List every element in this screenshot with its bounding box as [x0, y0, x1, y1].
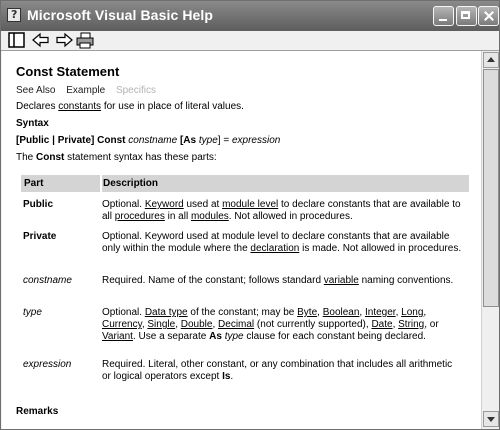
decimal-link[interactable]: Decimal: [218, 319, 255, 330]
column-header-description: Description: [103, 178, 159, 189]
desc-text: Optional. Keyword used at module level to declare constants that are available only within the module where the: [102, 231, 450, 254]
desc-text: ,: [212, 319, 219, 330]
desc-text: to declare constants that are available to all: [102, 199, 461, 222]
example-link[interactable]: Example: [66, 85, 106, 96]
desc-text: ,: [175, 319, 181, 330]
part-desc-constname: [102, 275, 462, 287]
remarks-heading: Remarks: [16, 406, 59, 417]
specifics-link: Specifics: [115, 85, 156, 96]
syntax-expression: expression: [231, 135, 281, 146]
intro-text-end: for use in place of literal values.: [101, 101, 244, 112]
toolbar: [1, 31, 499, 51]
desc-text: ,: [317, 307, 323, 318]
desc-text: naming conventions.: [358, 275, 454, 286]
desc-text: used at: [183, 199, 223, 210]
declaration-link[interactable]: declaration: [250, 243, 300, 254]
syntax-keywords: [Public | Private] Const: [16, 135, 129, 146]
desc-text: Optional.: [102, 199, 145, 210]
keyword-link[interactable]: Keyword: [144, 199, 184, 210]
type-term: type: [224, 331, 244, 342]
syntax-constname: constname: [128, 135, 178, 146]
part-name-constname: constname: [23, 275, 72, 286]
desc-text: Required. Name of the constant; follows standard: [102, 275, 324, 286]
date-link[interactable]: Date: [371, 319, 393, 330]
part-desc-expression: [102, 359, 462, 383]
syntax-equals: ] =: [217, 135, 232, 146]
help-app-icon: [7, 8, 21, 22]
maximize-button[interactable]: [456, 6, 477, 26]
desc-text: clause for each constant being declared.: [243, 331, 426, 342]
part-desc-private: [102, 231, 462, 255]
desc-text: in all: [164, 211, 191, 222]
column-divider: [100, 175, 102, 192]
parts-intro-const: Const: [36, 152, 65, 163]
part-name-private: Private: [23, 231, 57, 242]
desc-text: ,: [395, 307, 402, 318]
desc-text: ,: [423, 307, 427, 318]
desc-text: is made. Not allowed in procedures.: [299, 243, 462, 254]
desc-text: ,: [359, 307, 365, 318]
desc-text: (not currently supported),: [254, 319, 372, 330]
byte-link[interactable]: Byte: [297, 307, 318, 318]
desc-text: .: [230, 371, 234, 382]
desc-text: Required. Literal, other constant, or any combination that includes all arithmetic or logical operators except: [102, 359, 453, 382]
part-desc-public: [102, 199, 462, 223]
modules-link[interactable]: modules: [190, 211, 229, 222]
currency-link[interactable]: Currency: [102, 319, 142, 330]
as-keyword: As: [209, 331, 222, 342]
string-link[interactable]: String: [398, 319, 425, 330]
desc-text: . Not allowed in procedures.: [228, 211, 353, 222]
long-link[interactable]: Long: [401, 307, 424, 318]
boolean-link[interactable]: Boolean: [322, 307, 360, 318]
desc-text: ,: [392, 319, 399, 330]
constants-link[interactable]: constants: [58, 101, 102, 112]
syntax-as: [As: [177, 135, 199, 146]
single-link[interactable]: Single: [147, 319, 176, 330]
see-also-link[interactable]: See Also: [16, 85, 56, 96]
syntax-heading: Syntax: [16, 118, 49, 129]
scroll-thumb[interactable]: [483, 69, 499, 307]
close-button[interactable]: [478, 6, 499, 26]
window-title: Microsoft Visual Basic Help: [27, 7, 214, 23]
minimize-button[interactable]: [433, 6, 454, 26]
title-bar[interactable]: [1, 1, 499, 31]
desc-text: of the constant; may be: [187, 307, 298, 318]
is-keyword: Is: [222, 371, 231, 382]
part-desc-type: [102, 307, 462, 343]
integer-link[interactable]: Integer: [364, 307, 396, 318]
back-icon[interactable]: [31, 32, 51, 49]
parts-intro-text-end: statement syntax has these parts:: [64, 152, 217, 163]
column-header-part: Part: [24, 178, 44, 189]
print-icon[interactable]: [75, 32, 95, 49]
variant-link[interactable]: Variant: [102, 331, 133, 342]
page-title: Const Statement: [16, 64, 120, 79]
intro-text: Declares: [16, 101, 59, 112]
desc-text: Optional.: [102, 307, 145, 318]
syntax-line: [16, 135, 280, 147]
desc-text: . Use a separate: [132, 331, 210, 342]
forward-icon[interactable]: [54, 32, 74, 49]
module-level-link[interactable]: module level: [222, 199, 279, 210]
parts-intro: [16, 152, 217, 164]
parts-table-header: [21, 175, 469, 192]
desc-text: ,: [141, 319, 148, 330]
procedures-link[interactable]: procedures: [114, 211, 165, 222]
hide-pane-icon[interactable]: [7, 32, 27, 49]
double-link[interactable]: Double: [180, 319, 213, 330]
syntax-type: type: [198, 135, 218, 146]
help-content: [2, 51, 481, 429]
part-name-expression: expression: [23, 359, 72, 370]
scroll-down-button[interactable]: [483, 411, 499, 427]
scroll-up-button[interactable]: [483, 52, 499, 68]
vertical-scrollbar[interactable]: [481, 51, 499, 429]
part-name-public: Public: [23, 199, 54, 210]
intro-paragraph: [16, 101, 244, 113]
desc-text: , or: [424, 319, 439, 330]
data-type-link[interactable]: Data type: [144, 307, 188, 318]
variable-link[interactable]: variable: [323, 275, 359, 286]
parts-intro-text: The: [16, 152, 37, 163]
topic-links: [16, 85, 164, 96]
part-name-type: type: [23, 307, 42, 318]
